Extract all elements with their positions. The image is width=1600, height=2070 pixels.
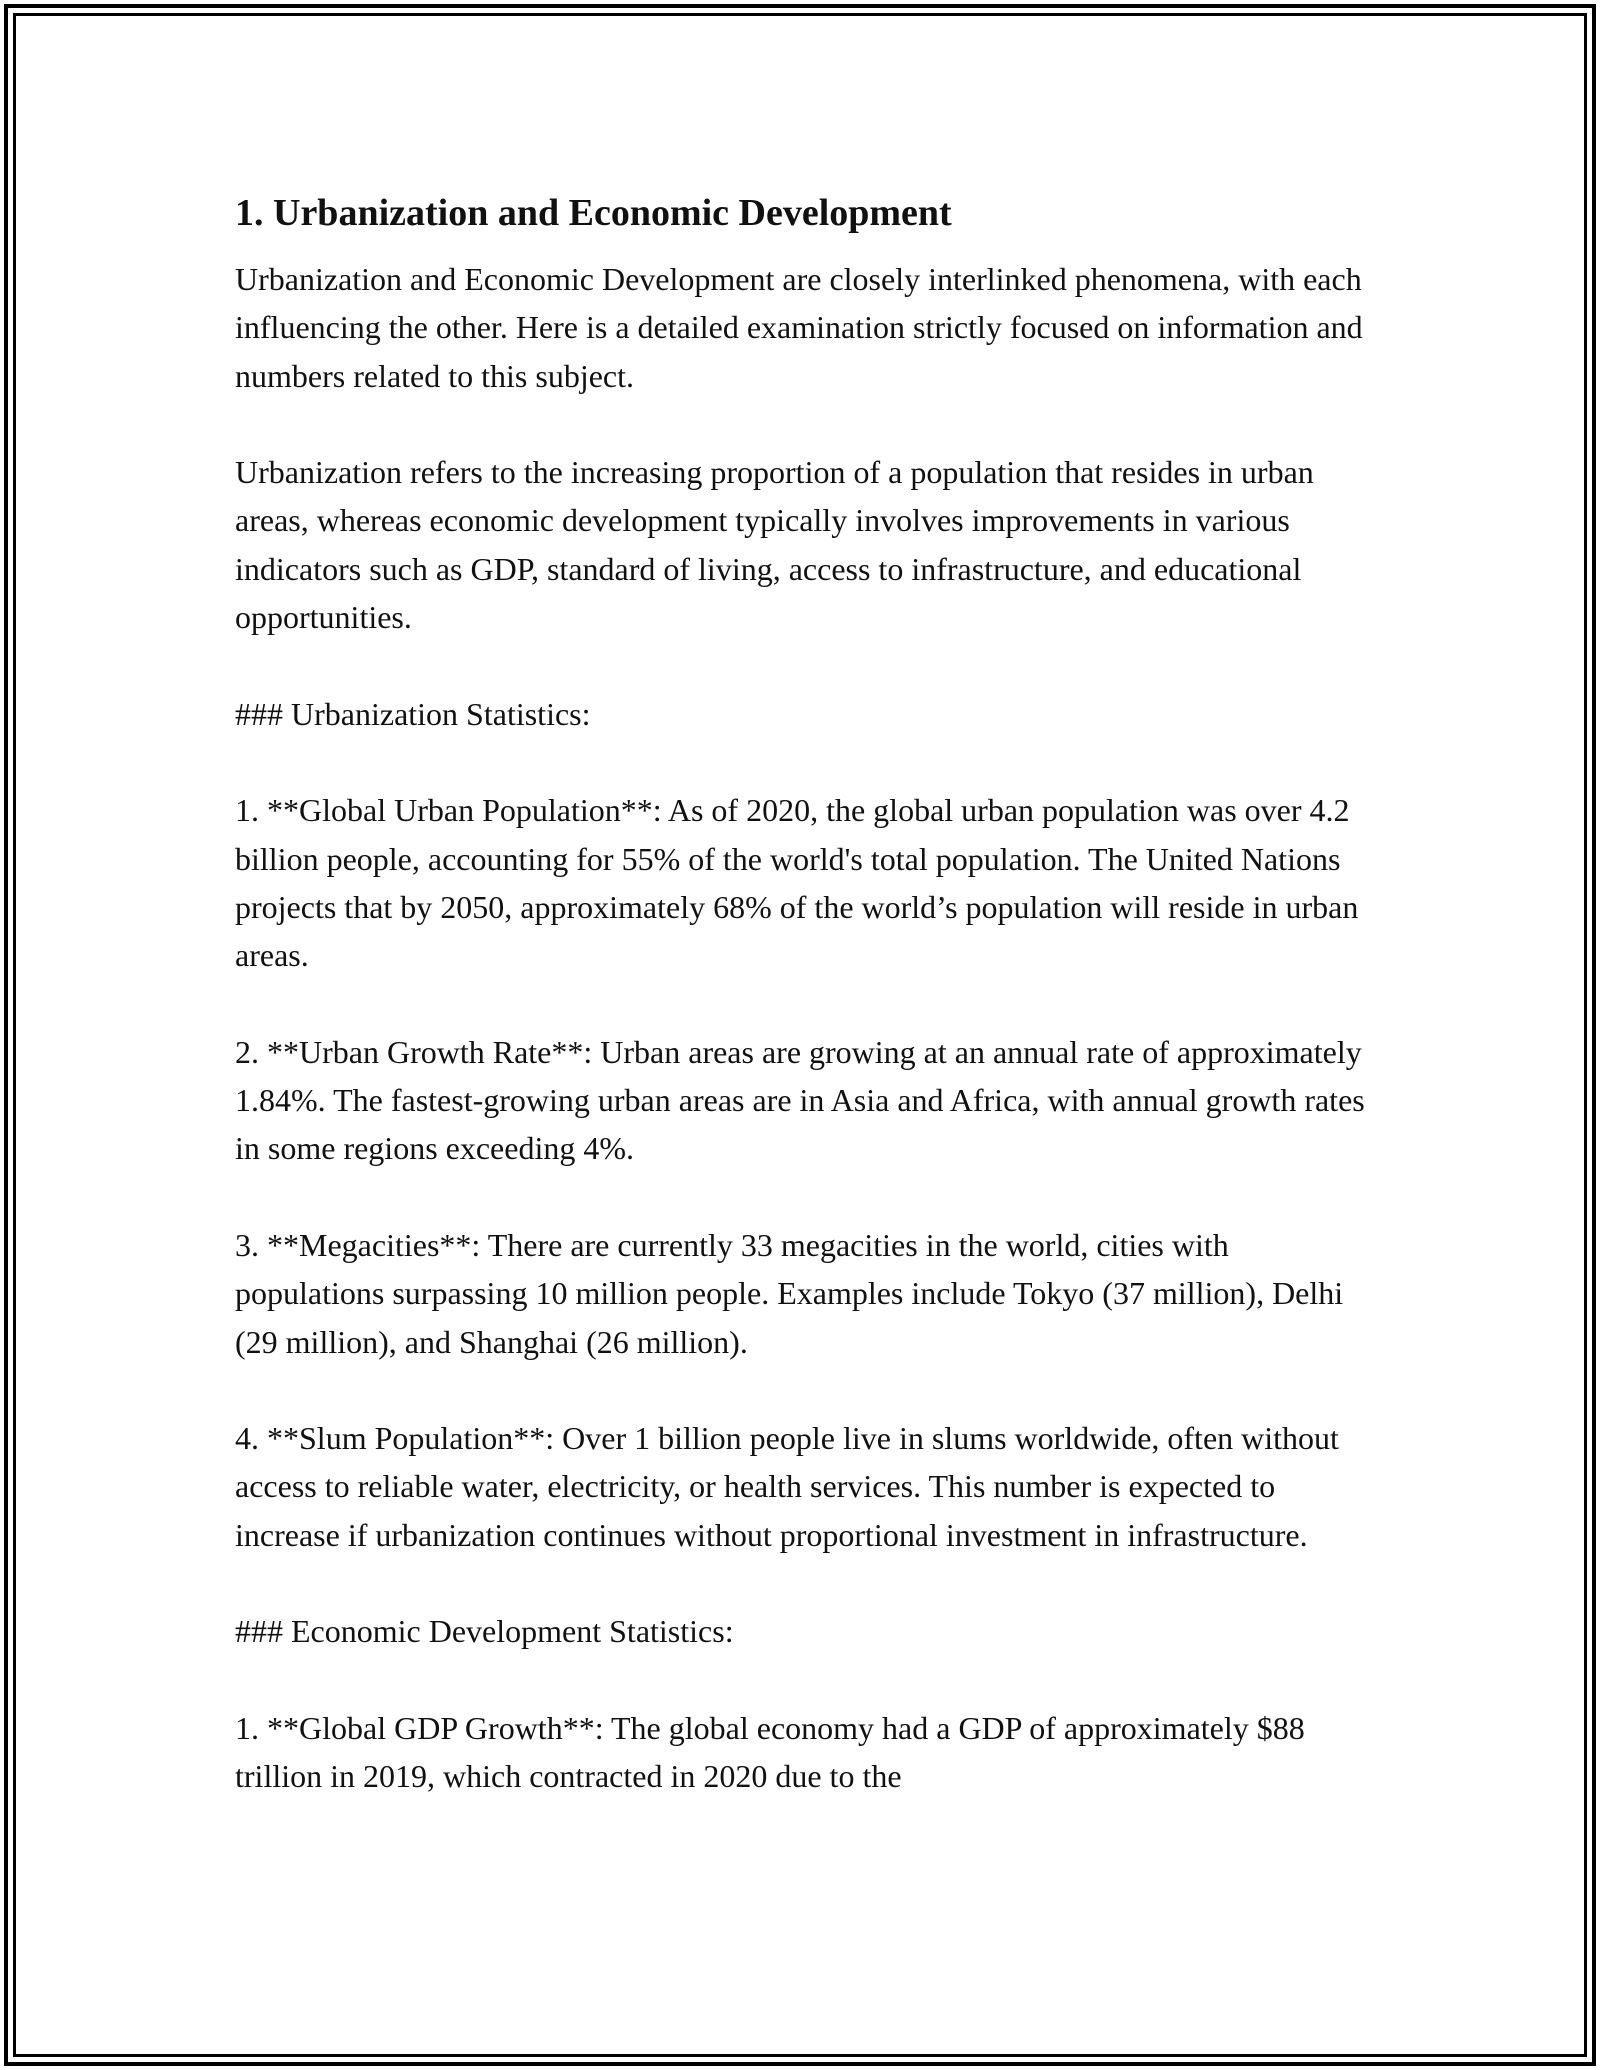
list-item-global-gdp-growth: 1. **Global GDP Growth**: The global economy had a GDP of approximately $88 trillion in 2019, which contracted in 2020 due to the <box>235 1709 1305 1795</box>
paragraph-definition: Urbanization refers to the increasing proportion of a population that resides in urban areas, whereas economic development typically involves improvements in various indicators such as GDP, standard of living, access to infrastructure, and educational opportunities. <box>235 454 1314 636</box>
paragraph-intro: Urbanization and Economic Development are closely interlinked phenomena, with each influencing the other. Here is a detailed examination strictly focused on information and numbers related to this subject. <box>235 261 1363 394</box>
document-body <box>235 185 1375 1801</box>
list-item-slum-population: 4. **Slum Population**: Over 1 billion people live in slums worldwide, often without access to reliable water, electricity, or health services. This number is expected to increase if urbanization continues without proportional investment in infrastructure. <box>235 1420 1339 1553</box>
subheading-urbanization-statistics: ### Urbanization Statistics: <box>235 695 591 732</box>
list-item-global-urban-population: 1. **Global Urban Population**: As of 2020, the global urban population was over 4.2 billion people, accounting for 55% of the world's total population. The United Nations projects that by 2050, approximately 68% of the world’s population will reside in urban areas. <box>235 792 1359 974</box>
list-item-urban-growth-rate: 2. **Urban Growth Rate**: Urban areas are growing at an annual rate of approximately 1.84%. The fastest-growing urban areas are in Asia and Africa, with annual growth rates in some regions exceeding 4%. <box>235 1033 1365 1167</box>
list-item-megacities: 3. **Megacities**: There are currently 33 megacities in the world, cities with populations surpassing 10 million people. Examples include Tokyo (37 million), Delhi (29 million), and Shanghai (26 million). <box>235 1226 1344 1360</box>
subheading-economic-development-statistics: ### Economic Development Statistics: <box>235 1613 734 1650</box>
section-heading: 1. Urbanization and Economic Development <box>235 192 952 234</box>
